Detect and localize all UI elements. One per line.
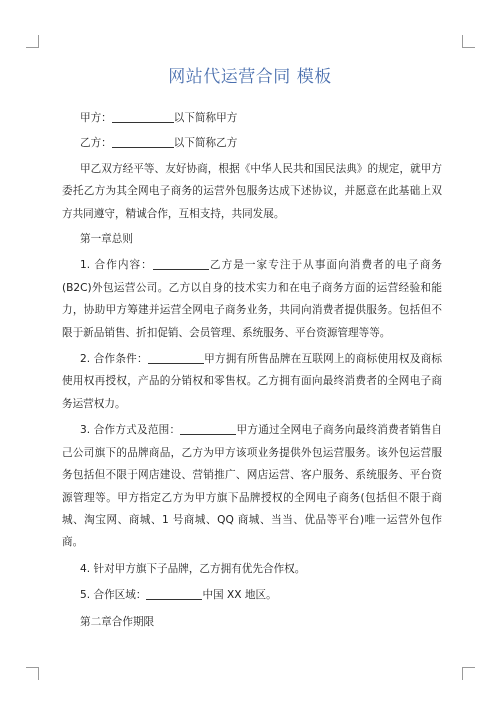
chapter-2-heading: 第二章合作期限 [80, 615, 155, 628]
clause-2-blank [148, 351, 204, 364]
clause-3-blank [180, 422, 236, 435]
corner-mark-bottom-right [462, 667, 475, 680]
corner-mark-top-left [26, 35, 39, 48]
document-title: 网站代运营合同 模板 [168, 67, 332, 87]
clause-1-blank [153, 257, 209, 270]
party-a-suffix: 以下简称甲方 [173, 112, 238, 124]
clause-2 [62, 348, 442, 415]
party-b-blank [112, 135, 174, 148]
chapter-1-heading: 第一章总则 [80, 233, 133, 246]
clause-2-text: 甲方拥有所售品牌在互联网上的商标使用权及商标使用权再授权，产品的分销权和零售权。乙方拥有面向最终消费者的全网电子商务运营权力。 [62, 353, 442, 410]
party-b-line [80, 132, 442, 154]
party-a-blank [112, 110, 174, 123]
clause-5 [62, 584, 442, 606]
clause-5-prefix: 5. 合作区域： [80, 589, 147, 602]
corner-mark-top-right [462, 35, 475, 48]
corner-mark-bottom-left [26, 667, 39, 680]
document-body [62, 107, 442, 637]
clause-4: 4. 针对甲方旗下子品牌，乙方拥有优先合作权。 [80, 562, 306, 575]
party-b-suffix: 以下简称乙方 [173, 137, 238, 150]
clause-1 [62, 254, 442, 344]
party-a-line [80, 107, 442, 129]
clause-1-prefix: 1. 合作内容： [80, 259, 153, 272]
clause-3-text: 甲方通过全网电子商务向最终消费者销售自己公司旗下的品牌商品，乙方为甲方该项业务提供外包运营服务。该外包运营服务包括但不限于网店建设、营销推广、网店运营、客户服务、系统服务、平台资源管理等。甲方指定乙方为甲方旗下品牌授权的全网电子商务(包括但不限于商城、淘宝网、商城、1 号商城、QQ 商城、当当、优品等平台)唯一运营外包作商。 [62, 424, 442, 549]
intro-paragraph: 甲乙双方经平等、友好协商，根据《中华人民共和国民法典》的规定，就甲方委托乙方为其全网电子商务的运营外包服务达成下述协议，并愿意在此基础上双方共同遵守，精诚合作，互相支持，共同发展。 [62, 162, 442, 220]
clause-1-text: 乙方是一家专注于从事面向消费者的电子商务(B2C)外包运营公司。乙方以自身的技术实力和在电子商务方面的运营经验和能力，协助甲方筹建并运营全网电子商务业务，共同向消费者提供服务。包括但不限于新品销售、折扣促销、会员管理、系统服务、平台资源管理等等。 [62, 259, 443, 339]
clause-2-prefix: 2. 合作条件： [80, 353, 148, 366]
clause-5-blank [146, 587, 202, 600]
party-a-label: 甲方： [80, 112, 112, 124]
clause-3-prefix: 3. 合作方式及范围： [80, 424, 181, 437]
clause-3 [62, 419, 442, 553]
party-b-label: 乙方： [80, 137, 112, 150]
clause-5-text: 中国 XX 地区。 [202, 589, 277, 602]
